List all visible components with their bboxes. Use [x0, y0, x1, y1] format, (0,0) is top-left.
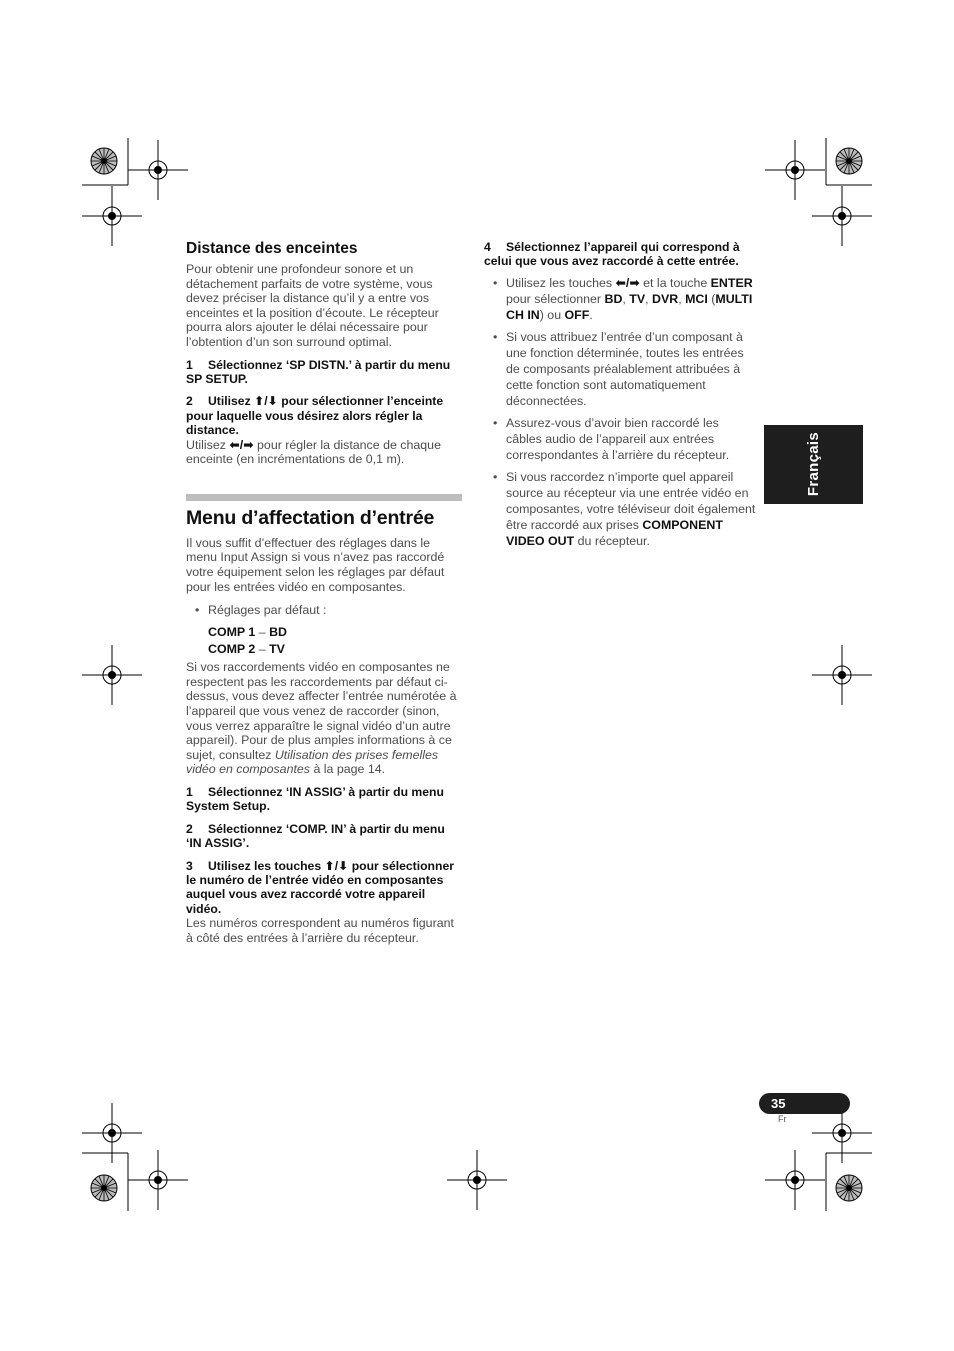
default-input: COMP 1: [208, 625, 256, 640]
registration-crosshair-icon: [765, 140, 825, 200]
enter-key-label: ENTER: [710, 275, 753, 290]
list-item: [484, 469, 758, 549]
registration-crosshair-icon: [812, 186, 872, 246]
note-text: ,: [678, 291, 686, 306]
registration-rosette-icon: [836, 1175, 862, 1201]
note-text: ,: [645, 291, 653, 306]
step-text: Utilisez les touches: [208, 858, 325, 873]
registration-crosshair-icon: [82, 1103, 142, 1163]
step-number: 4: [484, 240, 491, 254]
registration-crosshair-icon: [447, 1150, 507, 1210]
menu-step-3-desc: Les numéros correspondent au numéros figurant à côté des entrées à l’arrière du récepteur.: [186, 916, 454, 945]
menu-step-4: [484, 240, 758, 269]
note-text: pour sélectionner: [506, 291, 605, 306]
language-label: Français: [805, 432, 822, 497]
step-number: 1: [186, 784, 193, 799]
menu-step-1: [186, 785, 462, 814]
registration-rosette-icon: [836, 148, 862, 174]
defaults-list: [186, 602, 462, 618]
step-4-notes: [484, 275, 758, 549]
desc-text: pour régler la distance de chaque enceinte (en incrémentations de 0,1 m).: [186, 437, 441, 467]
step-text: Sélectionnez ‘COMP. IN’ à partir du menu ‘IN ASSIG’.: [186, 821, 445, 851]
option-multi-ch-in: MULTI CH IN: [506, 291, 753, 322]
default-device: BD: [269, 625, 287, 640]
note-text: du récepteur.: [574, 533, 650, 548]
para-text: à la page 14.: [310, 762, 386, 777]
menu-step-2: [186, 822, 462, 851]
section-divider: [186, 494, 462, 501]
registration-crosshair-icon: [82, 645, 142, 705]
default-device: TV: [269, 642, 285, 657]
step-text: Sélectionnez ‘SP DISTN.’ à partir du menu SP SETUP.: [186, 357, 451, 386]
default-row: [208, 624, 462, 641]
distance-step-2: [186, 394, 462, 437]
default-row: [208, 641, 462, 658]
left-right-arrows-icon: ⬅/➡: [615, 275, 640, 290]
heading-menu: Menu d’affectation d’entrée: [186, 506, 435, 529]
step-text: pour sélectionner le numéro de l’entrée vidéo en composantes auquel vous avez raccordé votre appareil vidéo.: [186, 858, 454, 916]
page-number: 35: [759, 1093, 850, 1114]
note-text: Utilisez les touches: [506, 275, 616, 290]
default-input: COMP 2: [208, 642, 256, 657]
option-dvr: DVR: [652, 291, 679, 306]
menu-step-3: [186, 859, 462, 917]
step-number: 2: [186, 394, 193, 409]
note-text: Si vous raccordez n’importe quel appareil source au récepteur via une entrée vidéo en composantes, votre téléviseur doit également être raccordé aux prises: [506, 469, 756, 532]
step-text: Sélectionnez ‘IN ASSIG’ à partir du menu System Setup.: [186, 784, 444, 814]
step-number: 1: [186, 357, 193, 372]
registration-rosette-icon: [91, 1175, 117, 1201]
step-number: 3: [186, 858, 193, 873]
right-column: [484, 240, 758, 555]
distance-intro: Pour obtenir une profondeur sonore et un détachement parfaits de votre système, vous devez préciser la distance qu’il y a entre vos enceintes et la position d’écoute. Le récepteur pourra alors ajouter le délai nécessaire pour l’obtention d’un son surround optimal.: [186, 262, 439, 349]
page-language-code: Fr: [778, 1114, 787, 1124]
list-item: • Réglages par défaut :: [186, 602, 462, 618]
up-down-arrows-icon: ⬆/⬇: [254, 394, 278, 409]
option-off: OFF: [564, 307, 590, 322]
note-text: .: [589, 307, 593, 322]
note-text: ) ou: [539, 307, 565, 322]
heading-distance: Distance des enceintes: [186, 240, 358, 257]
registration-crosshair-icon: [82, 186, 142, 246]
option-bd: BD: [604, 291, 623, 306]
step-text: pour sélectionner l’enceinte pour laquelle vous désirez alors régler la distance.: [186, 394, 444, 438]
step-number: 2: [186, 821, 193, 836]
left-right-arrows-icon: ⬅/➡: [229, 437, 254, 452]
registration-crosshair-icon: [128, 1150, 188, 1210]
para-text: Si vos raccordements vidéo en composantes ne respectent pas les raccordements par défaut ci-dessus, vous devez affecter l’entrée numérotée à l’appareil que vous venez de raccorder (sinon, vous verrez apparaître le signal vidéo d’un autre appareil). Pour de plus amples informations à ce sujet, consultez: [186, 660, 457, 762]
list-item: [484, 275, 758, 323]
note-text: et la touche: [639, 275, 711, 290]
step-text: Utilisez: [208, 394, 255, 409]
registration-crosshair-icon: [812, 645, 872, 705]
language-tab: [764, 425, 863, 504]
default-sep: –: [255, 642, 270, 657]
distance-step-1: [186, 358, 462, 387]
menu-paragraph: [186, 660, 462, 777]
distance-step-2-desc: [186, 438, 462, 467]
registration-rosette-icon: [91, 148, 117, 174]
option-mci: MCI: [685, 291, 708, 306]
left-column: [186, 240, 462, 945]
step-text: Sélectionnez l’appareil qui correspond à celui que vous avez raccordé à cette entrée.: [484, 240, 740, 269]
default-sep: –: [255, 625, 270, 640]
registration-crosshair-icon: [765, 1150, 825, 1210]
list-item: • Si vous attribuez l’entrée d’un composant à une fonction déterminée, toutes les entrées de composants préalablement attribuées à cette fonction sont automatiquement déconnectées.: [484, 329, 758, 409]
note-text: (: [707, 291, 716, 306]
note-text: ,: [622, 291, 630, 306]
desc-text: Utilisez: [186, 437, 230, 452]
registration-crosshair-icon: [128, 140, 188, 200]
menu-intro: Il vous suffit d’effectuer des réglages dans le menu Input Assign si vous n’avez pas raccordé votre équipement selon les réglages par défaut pour les entrées vidéo en composantes.: [186, 535, 445, 594]
cross-reference: Utilisation des prises femelles vidéo en composantes: [186, 747, 439, 777]
component-video-out-label: COMPONENT VIDEO OUT: [506, 517, 723, 548]
option-tv: TV: [629, 291, 646, 306]
default-assignments: [208, 624, 462, 658]
up-down-arrows-icon: ⬆/⬇: [324, 858, 349, 873]
list-item: • Assurez-vous d’avoir bien raccordé les câbles audio de l’appareil aux entrées correspondantes à l’arrière du récepteur.: [484, 415, 758, 463]
